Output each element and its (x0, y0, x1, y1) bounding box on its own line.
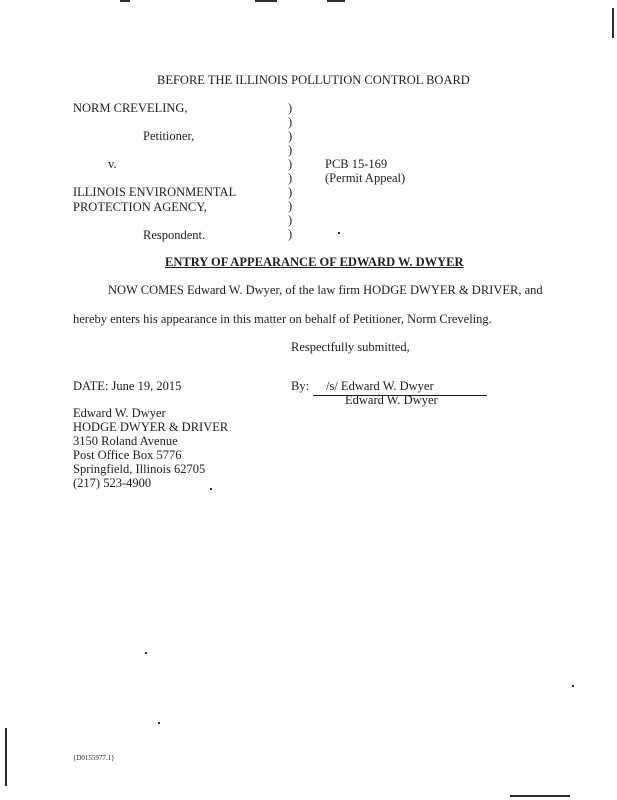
board-title: BEFORE THE ILLINOIS POLLUTION CONTROL BOARD (157, 73, 470, 87)
caption-paren: ) (288, 157, 293, 171)
petitioner-name: NORM CREVELING, (73, 101, 188, 115)
scan-dot-2 (210, 488, 212, 490)
address-po-box: Post Office Box 5776 (73, 448, 182, 462)
entry-title: ENTRY OF APPEARANCE OF EDWARD W. DWYER (165, 255, 464, 269)
case-type: (Permit Appeal) (325, 171, 406, 185)
address-phone: (217) 523-4900 (73, 476, 152, 490)
caption-paren: ) (288, 199, 293, 213)
caption-paren: ) (288, 143, 293, 157)
respondent-name-line1: ILLINOIS ENVIRONMENTAL (73, 185, 237, 199)
date-line: DATE: June 19, 2015 (73, 379, 182, 393)
closing-text: Respectfully submitted, (291, 340, 410, 354)
scan-dot-1 (338, 232, 340, 234)
address-firm: HODGE DWYER & DRIVER (73, 420, 229, 434)
entry-paragraph-line2: hereby enters his appearance in this matter on behalf of Petitioner, Norm Creveling. (73, 312, 492, 326)
respondent-name-line2: PROTECTION AGENCY, (73, 200, 207, 214)
address-city: Springfield, Illinois 62705 (73, 462, 206, 476)
scan-dot-4 (158, 722, 160, 724)
versus-label: v. (108, 157, 117, 171)
address-street: 3150 Roland Avenue (73, 434, 178, 448)
case-number: PCB 15-169 (325, 157, 388, 171)
by-label: By: (291, 379, 310, 393)
petitioner-role: Petitioner, (143, 129, 195, 143)
scan-dot-3 (145, 652, 147, 654)
scan-edge-left (5, 728, 7, 786)
scan-mark-bottom-right (510, 795, 570, 797)
scan-mark-top-1 (120, 0, 130, 2)
scan-mark-top-3 (327, 0, 345, 2)
caption-paren: ) (288, 213, 293, 227)
address-name: Edward W. Dwyer (73, 406, 166, 420)
caption-paren: ) (288, 115, 293, 129)
electronic-signature: /s/ Edward W. Dwyer (326, 379, 434, 393)
scan-mark-top-2 (255, 0, 277, 2)
scan-dot-5 (572, 685, 574, 687)
document-id: {D0155977.1} (73, 754, 115, 762)
caption-paren: ) (288, 171, 293, 185)
respondent-role: Respondent. (143, 228, 206, 242)
scan-edge-right (612, 8, 614, 38)
caption-paren: ) (288, 227, 293, 241)
printed-name: Edward W. Dwyer (345, 393, 438, 407)
caption-paren: ) (288, 185, 293, 199)
caption-paren: ) (288, 129, 293, 143)
entry-paragraph-line1: NOW COMES Edward W. Dwyer, of the law firm HODGE DWYER & DRIVER, and (108, 283, 543, 297)
caption-paren: ) (288, 101, 293, 115)
